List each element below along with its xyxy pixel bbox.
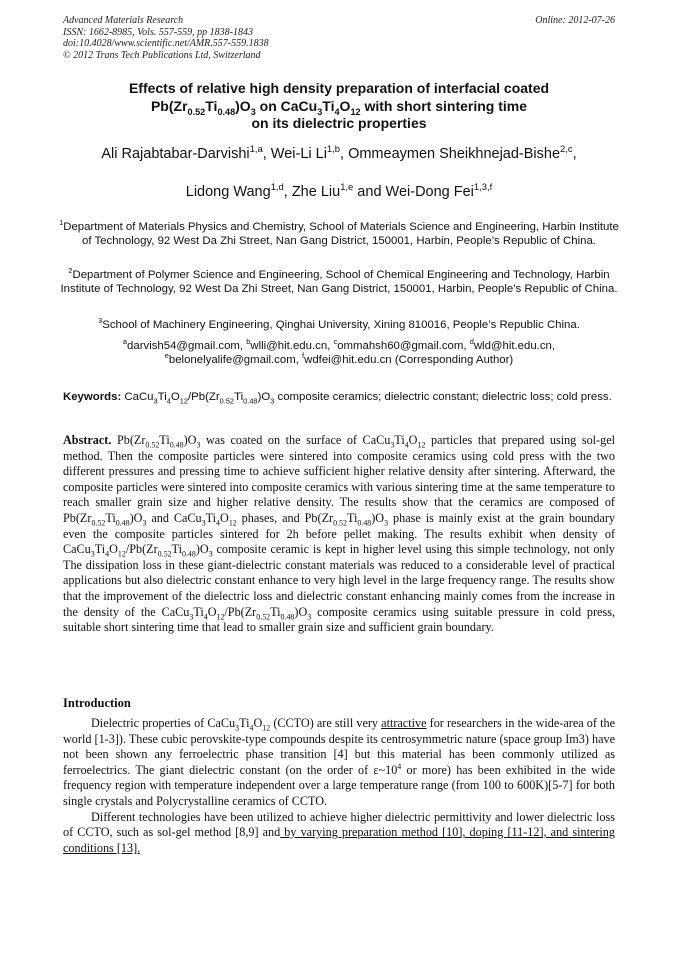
journal-issn: ISSN: 1662-8985, Vols. 557-559, pp 1838-1843	[63, 26, 253, 38]
author-name: Ali Rajabtabar-Darvishi	[101, 146, 250, 162]
underlined-text: by varying preparation method [10], doping [11-12], and sintering conditions [13].	[63, 825, 615, 855]
keywords-label: Keywords:	[63, 391, 122, 403]
email-link[interactable]: wlli@hit.edu.cn	[250, 340, 328, 352]
author-list-line-2: Lidong Wang$^{1,d}$, Zhe Liu$^{1,e}$ and Wei-Dong Fei$^{1,3,f}$	[185, 181, 493, 200]
journal-header	[63, 15, 615, 61]
email-link[interactable]: belonelyalife@gmail.com	[168, 354, 296, 367]
title-line-1: Effects of relative high density preparation of interfacial coated	[128, 80, 550, 96]
email-list: $^a$darvish54@gmail.com, $^b$wlli@hit.edu.cn, $^c$ommahsh60@gmail.com, $^d$wld@hit.edu.cn, $^e$belonelyalife@gmail.com, $^f$wdfei@hit.edu.cn (Corresponding Author)	[122, 337, 556, 367]
author-name: Lidong Wang	[185, 184, 271, 200]
title-line-3: on its dielectric properties	[251, 115, 427, 131]
abstract-label: Abstract.	[63, 433, 112, 447]
affiliation-1: $^1$Department of Materials Physics and Chemistry, School of Materials Science and Engineering, Harbin Institute of Technology, 92 West Da Zhi Street, Nan Gang District, 150001, Harbin, People’s Republic of China.	[59, 218, 619, 248]
title-line-2: $Pb(Zr_{0.52}Ti_{0.48})O_3$ on $CaCu_3Ti_4O_{12}$ with short sintering time	[150, 97, 528, 117]
author-name: Ommeaymen Sheikhnejad-Bishe	[348, 146, 561, 162]
email-link[interactable]: darvish54@gmail.com	[127, 340, 240, 352]
journal-copyright: © 2012 Trans Tech Publications Ltd, Switzerland	[63, 49, 261, 61]
paper-title	[40, 80, 638, 133]
author-name: Wei-Dong Fei	[385, 184, 474, 200]
affiliation-2: $^2$Department of Polymer Science and Engineering, School of Chemical Engineering and Technology, Harbin Institute of Technology, 92 West Da Zhi Street, Nan Gang District, 150001, Harbin, People’s Republic of China.	[60, 266, 618, 296]
abstract: Abstract. $Pb(Zr_{0.52}Ti_{0.48})O_3$ was coated on the surface of $CaCu_3Ti_4O_{12}$ particles that prepared using sol-gel method. Then the composite particles were sintered into composite ceramics using cold press with the two different pressures and pressing time to achieve sufficient higher relative density after sintering. Afterward, the composite particles were sintered into composite ceramics with various sintering time at the same temperature to reach smaller grain size and higher relative density. The results show that the ceramics are composed of $Pb(Zr_{0.52}Ti_{0.48})O_3$ and $CaCu_3Ti_4O_{12}$ phases, and $Pb(Zr_{0.52}Ti_{0.48})O_3$ phase is mainly exist at the grain boundary even the composite particles sintered for 2h before pellet making. The results exhibit when density of $CaCu_3Ti_4O_{12}/Pb(Zr_{0.52}Ti_{0.48})O_3$ composite ceramic is kept in higher level using this simple technology, not only The dissipation loss in these giant-dielectric constant materials was reduced to a considerable level of practical applications but also dielectric constant enhance to very high level in the large frequency range. The results show that the improvement of the dielectric loss and dielectric constant enhancing mainly comes from the increase in the density of the $CaCu_3Ti_4O_{12}/Pb(Zr_{0.52}Ti_{0.48})O_3$ composite ceramics using suitable pressure in cold press, suitable short sintering time that lead to smaller grain size and sufficient grain boundary.	[63, 433, 616, 635]
email-link[interactable]: wdfei@hit.edu.cn	[304, 354, 392, 367]
underlined-text: attractive	[381, 716, 427, 730]
intro-paragraph-1: Dielectric properties of $CaCu_3Ti_4O_{12}$ (CCTO) are still very attractive for researchers in the wide-area of the world [1-3]). These cubic perovskite-type compounds despite its centrosymmetric nature (space group Im3) have not been shown any ferroelectric phase transition [4] but this material has been commonly utilized as ferroelectrics. The giant dielectric constant (on the order of $\varepsilon\sim 10^4$ or more) has been exhibited in the wide frequency region with temperature independent over a large temperature range (from 100 to 600K)[5-7] for both single crystals and Polycrystalline ceramics of CCTO.	[63, 716, 615, 808]
author-list-line-1: Ali Rajabtabar-Darvishi$^{1,a}$, Wei-Li Li$^{1,b}$, Ommeaymen Sheikhnejad-Bishe$^{2,c}$,	[101, 143, 577, 162]
email-link[interactable]: ommahsh60@gmail.com	[337, 340, 464, 352]
author-name: Wei-Li Li	[270, 146, 327, 162]
journal-doi: doi:10.4028/www.scientific.net/AMR.557-559.1838	[63, 38, 269, 49]
online-date: Online: 2012-07-26	[535, 15, 615, 26]
email-link[interactable]: wld@hit.edu.cn	[473, 340, 552, 352]
section-heading-introduction: Introduction	[63, 696, 131, 710]
journal-name: Advanced Materials Research	[63, 15, 184, 26]
introduction-body	[63, 716, 615, 856]
affiliation-3: $^3$School of Machinery Engineering, Qinghai University, Xining 810016, People’s Republic China.	[98, 316, 580, 331]
intro-paragraph-2: Different technologies have been utilized to achieve higher dielectric permittivity and lower dielectric loss of CCTO, such as sol-gel method [8,9] and by varying preparation method [10], doping [11-12], and sintering conditions [13].	[63, 809, 615, 855]
author-name: Zhe Liu	[291, 184, 341, 200]
keywords: Keywords: $CaCu_3Ti_4O_{12}/Pb(Zr_{0.52}Ti_{0.48})O_3$ composite ceramics; dielectric constant; dielectric loss; cold press.	[63, 391, 612, 406]
